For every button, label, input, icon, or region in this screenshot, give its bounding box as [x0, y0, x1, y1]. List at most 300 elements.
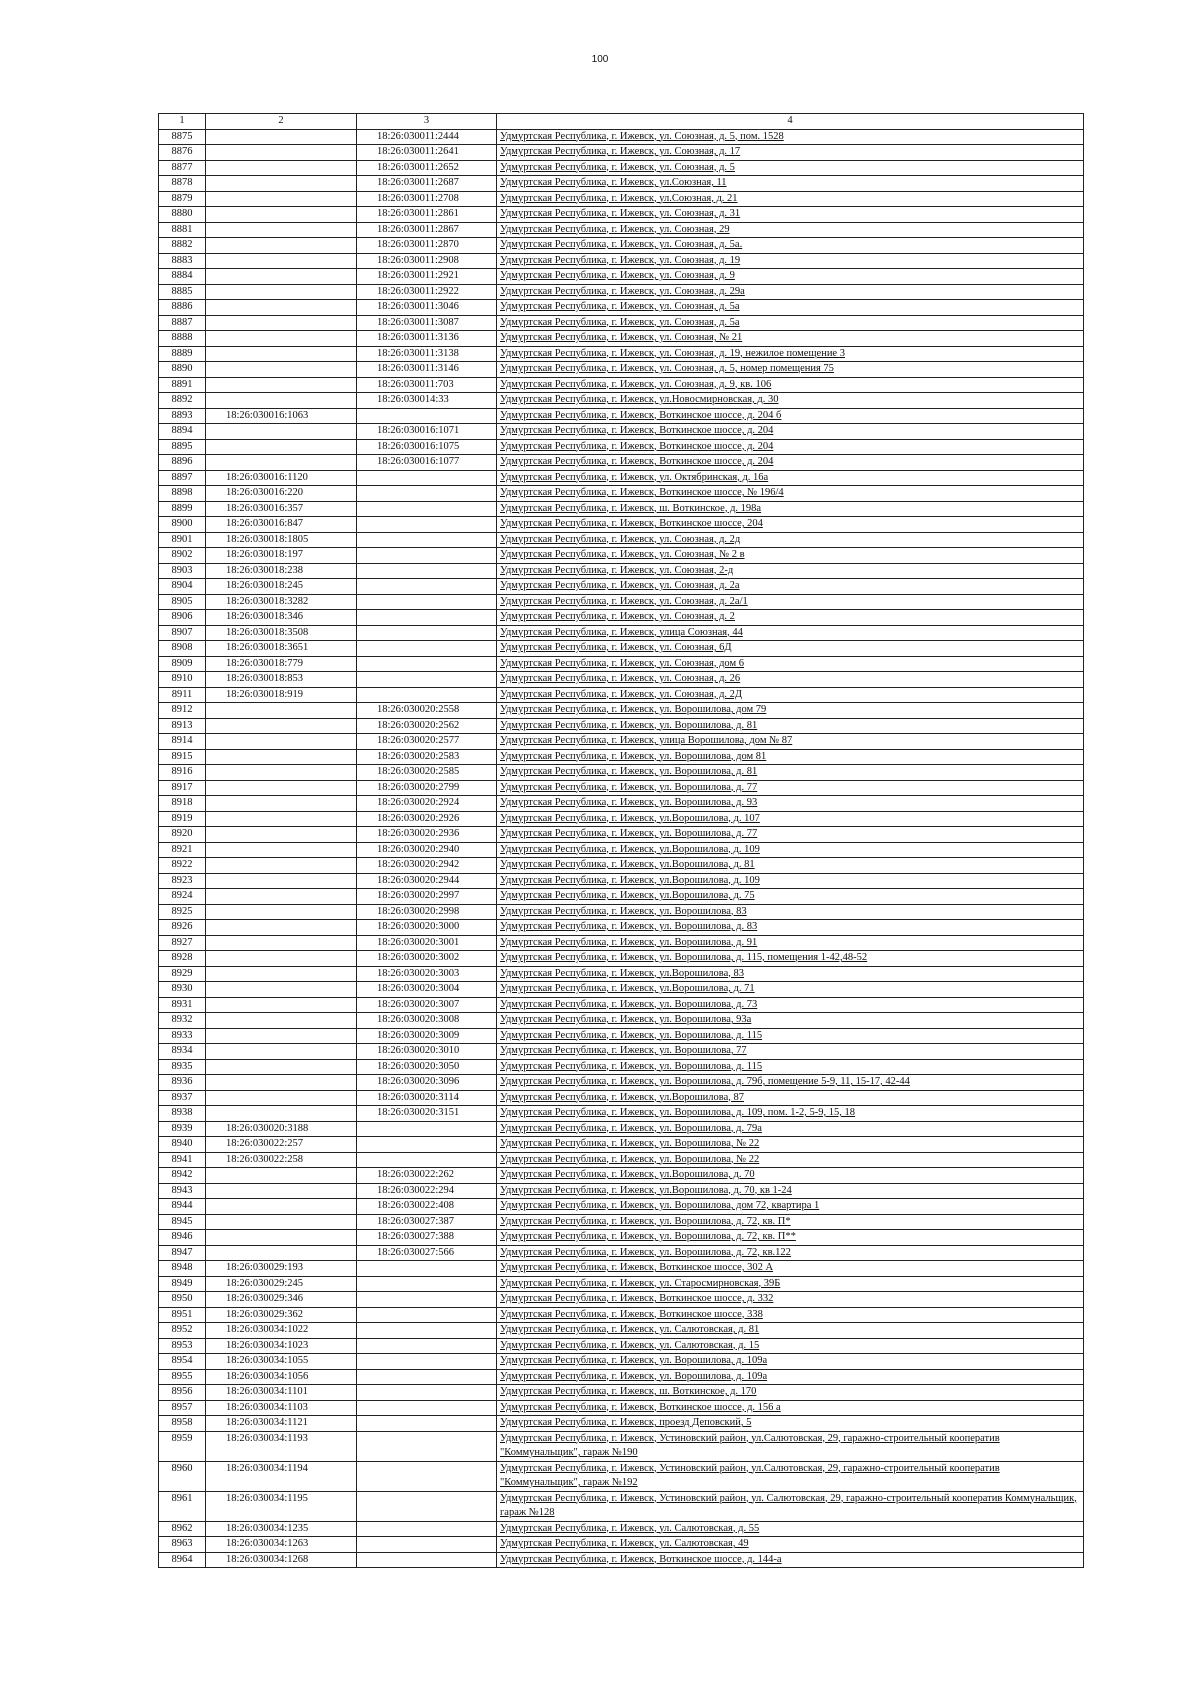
cadastral-parcel-cell: [206, 997, 357, 1013]
cadastral-parcel-cell: [206, 129, 357, 145]
table-row: [159, 176, 1084, 192]
address-cell: Удмуртская Республика, г. Ижевск, ул. Союзная, д. 5, номер помещения 75: [497, 362, 1084, 378]
row-number-cell: 8952: [159, 1323, 206, 1339]
address-cell: Удмуртская Республика, г. Ижевск, ул.Союзная, 11: [497, 176, 1084, 192]
row-number-cell: 8930: [159, 982, 206, 998]
cadastral-object-cell: 18:26:030020:2558: [357, 703, 497, 719]
cadastral-parcel-cell: [206, 1199, 357, 1215]
row-number-cell: 8915: [159, 749, 206, 765]
address-cell: Удмуртская Республика, г. Ижевск, ул.Ворошилова, д. 71: [497, 982, 1084, 998]
address-cell: Удмуртская Республика, г. Ижевск, Воткинское шоссе, 338: [497, 1307, 1084, 1323]
cadastral-object-cell: 18:26:030011:3136: [357, 331, 497, 347]
cadastral-parcel-cell: [206, 439, 357, 455]
cadastral-object-cell: 18:26:030020:2997: [357, 889, 497, 905]
cadastral-object-cell: 18:26:030011:2652: [357, 160, 497, 176]
row-number-cell: 8960: [159, 1461, 206, 1491]
table-row: [159, 1245, 1084, 1261]
table-row: [159, 1152, 1084, 1168]
cadastral-object-cell: [357, 1137, 497, 1153]
row-number-cell: 8932: [159, 1013, 206, 1029]
cadastral-parcel-cell: [206, 796, 357, 812]
address-cell: Удмуртская Республика, г. Ижевск, ул. Салютовская, 49: [497, 1537, 1084, 1553]
column-header-2: 2: [206, 114, 357, 130]
cadastral-parcel-cell: [206, 207, 357, 223]
row-number-cell: 8942: [159, 1168, 206, 1184]
row-number-cell: 8887: [159, 315, 206, 331]
column-header-3: 3: [357, 114, 497, 130]
address-cell: Удмуртская Республика, г. Ижевск, ул. Ворошилова, 83: [497, 904, 1084, 920]
row-number-cell: 8902: [159, 548, 206, 564]
table-row: [159, 1137, 1084, 1153]
row-number-cell: 8912: [159, 703, 206, 719]
row-number-cell: 8964: [159, 1552, 206, 1568]
address-cell: Удмуртская Республика, г. Ижевск, ул. Ворошилова, д. 73: [497, 997, 1084, 1013]
address-cell: Удмуртская Республика, г. Ижевск, ул. Союзная, д. 5а: [497, 315, 1084, 331]
address-cell: Удмуртская Республика, г. Ижевск, ул. Союзная, д. 2а: [497, 579, 1084, 595]
row-number-cell: 8881: [159, 222, 206, 238]
cadastral-parcel-cell: 18:26:030029:362: [206, 1307, 357, 1323]
cadastral-parcel-cell: 18:26:030022:258: [206, 1152, 357, 1168]
row-number-cell: 8875: [159, 129, 206, 145]
address-cell: Удмуртская Республика, г. Ижевск, ул. Союзная, д. 5: [497, 160, 1084, 176]
row-number-cell: 8949: [159, 1276, 206, 1292]
cadastral-object-cell: 18:26:030011:703: [357, 377, 497, 393]
address-cell: Удмуртская Республика, г. Ижевск, ул. Ворошилова, д. 115: [497, 1028, 1084, 1044]
row-number-cell: 8904: [159, 579, 206, 595]
cadastral-parcel-cell: [206, 780, 357, 796]
row-number-cell: 8955: [159, 1369, 206, 1385]
cadastral-object-cell: 18:26:030020:2940: [357, 842, 497, 858]
address-cell: Удмуртская Республика, г. Ижевск, ул. Союзная, д. 5а.: [497, 238, 1084, 254]
row-number-cell: 8920: [159, 827, 206, 843]
cadastral-parcel-cell: 18:26:030018:779: [206, 656, 357, 672]
row-number-cell: 8917: [159, 780, 206, 796]
table-row: [159, 1323, 1084, 1339]
row-number-cell: 8879: [159, 191, 206, 207]
cadastral-parcel-cell: [206, 873, 357, 889]
cadastral-object-cell: 18:26:030020:2936: [357, 827, 497, 843]
address-cell: Удмуртская Республика, г. Ижевск, ул. Союзная, д. 9, кв. 106: [497, 377, 1084, 393]
address-cell: Удмуртская Республика, г. Ижевск, Воткинское шоссе, д. 156 а: [497, 1400, 1084, 1416]
row-number-cell: 8914: [159, 734, 206, 750]
table-row: [159, 889, 1084, 905]
row-number-cell: 8913: [159, 718, 206, 734]
row-number-cell: 8954: [159, 1354, 206, 1370]
row-number-cell: 8927: [159, 935, 206, 951]
cadastral-object-cell: 18:26:030020:3010: [357, 1044, 497, 1060]
cadastral-parcel-cell: 18:26:030034:1056: [206, 1369, 357, 1385]
row-number-cell: 8901: [159, 532, 206, 548]
table-row: [159, 920, 1084, 936]
table-row: [159, 1338, 1084, 1354]
row-number-cell: 8947: [159, 1245, 206, 1261]
address-cell: Удмуртская Республика, г. Ижевск, ул.Ворошилова, 83: [497, 966, 1084, 982]
cadastral-object-cell: [357, 1261, 497, 1277]
cadastral-object-cell: [357, 1121, 497, 1137]
row-number-cell: 8922: [159, 858, 206, 874]
cadastral-object-cell: 18:26:030011:2870: [357, 238, 497, 254]
row-number-cell: 8934: [159, 1044, 206, 1060]
cadastral-object-cell: 18:26:030011:2921: [357, 269, 497, 285]
table-row: [159, 610, 1084, 626]
row-number-cell: 8890: [159, 362, 206, 378]
cadastral-parcel-cell: 18:26:030018:245: [206, 579, 357, 595]
table-row: [159, 1121, 1084, 1137]
row-number-cell: 8962: [159, 1521, 206, 1537]
cadastral-parcel-cell: 18:26:030034:1023: [206, 1338, 357, 1354]
row-number-cell: 8906: [159, 610, 206, 626]
cadastral-object-cell: 18:26:030027:566: [357, 1245, 497, 1261]
cadastral-object-cell: [357, 656, 497, 672]
table-row: [159, 718, 1084, 734]
cadastral-parcel-cell: 18:26:030016:220: [206, 486, 357, 502]
row-number-cell: 8907: [159, 625, 206, 641]
address-cell: Удмуртская Республика, г. Ижевск, ул. Октябринская, д. 16а: [497, 470, 1084, 486]
table-row: [159, 1261, 1084, 1277]
cadastral-object-cell: 18:26:030020:3008: [357, 1013, 497, 1029]
cadastral-parcel-cell: 18:26:030034:1121: [206, 1416, 357, 1432]
table-row: [159, 455, 1084, 471]
address-cell: Удмуртская Республика, г. Ижевск, ул. Союзная, д. 9: [497, 269, 1084, 285]
cadastral-parcel-cell: [206, 920, 357, 936]
cadastral-object-cell: 18:26:030011:2641: [357, 145, 497, 161]
row-number-cell: 8953: [159, 1338, 206, 1354]
cadastral-parcel-cell: [206, 1059, 357, 1075]
row-number-cell: 8943: [159, 1183, 206, 1199]
address-cell: Удмуртская Республика, г. Ижевск, Воткинское шоссе, д. 332: [497, 1292, 1084, 1308]
cadastral-object-cell: 18:26:030022:294: [357, 1183, 497, 1199]
address-cell: Удмуртская Республика, г. Ижевск, ул. Союзная, д. 19, нежилое помещение 3: [497, 346, 1084, 362]
table-row: [159, 951, 1084, 967]
address-cell: Удмуртская Республика, г. Ижевск, ул. Ворошилова, д. 115, помещения 1-42,48-52: [497, 951, 1084, 967]
cadastral-parcel-cell: [206, 145, 357, 161]
table-row: [159, 486, 1084, 502]
cadastral-object-cell: 18:26:030020:3050: [357, 1059, 497, 1075]
cadastral-parcel-cell: 18:26:030018:3282: [206, 594, 357, 610]
cadastral-parcel-cell: [206, 160, 357, 176]
table-row: [159, 858, 1084, 874]
table-row: [159, 563, 1084, 579]
table-row: [159, 935, 1084, 951]
cadastral-object-cell: [357, 1400, 497, 1416]
cadastral-object-cell: 18:26:030020:2562: [357, 718, 497, 734]
address-cell: Удмуртская Республика, г. Ижевск, ул.Ворошилова, д. 70, кв 1-24: [497, 1183, 1084, 1199]
cadastral-object-cell: [357, 1461, 497, 1491]
address-cell: Удмуртская Республика, г. Ижевск, ул. Ворошилова, д. 79а: [497, 1121, 1084, 1137]
address-cell: Удмуртская Республика, г. Ижевск, Устиновский район, ул.Салютовская, 29, гаражно-строительный кооператив "Коммунальщик", гараж №190: [497, 1431, 1084, 1461]
address-cell: Удмуртская Республика, г. Ижевск, Воткинское шоссе, № 196/4: [497, 486, 1084, 502]
address-cell: Удмуртская Республика, г. Ижевск, Устиновский район, ул. Салютовская, 29, гаражно-строительный кооператив Коммунальщик, гараж №128: [497, 1491, 1084, 1521]
row-number-cell: 8905: [159, 594, 206, 610]
table-row: [159, 656, 1084, 672]
column-header-1: 1: [159, 114, 206, 130]
row-number-cell: 8928: [159, 951, 206, 967]
cadastral-object-cell: [357, 548, 497, 564]
cadastral-parcel-cell: [206, 269, 357, 285]
cadastral-object-cell: [357, 486, 497, 502]
cadastral-object-cell: 18:26:030022:408: [357, 1199, 497, 1215]
row-number-cell: 8900: [159, 517, 206, 533]
cadastral-parcel-cell: [206, 1245, 357, 1261]
table-row: [159, 408, 1084, 424]
cadastral-object-cell: 18:26:030011:2867: [357, 222, 497, 238]
table-row: [159, 517, 1084, 533]
table-row: [159, 439, 1084, 455]
row-number-cell: 8959: [159, 1431, 206, 1461]
cadastral-parcel-cell: [206, 253, 357, 269]
address-cell: Удмуртская Республика, г. Ижевск, ул. Союзная, д. 2а/1: [497, 594, 1084, 610]
table-row: [159, 393, 1084, 409]
address-cell: Удмуртская Республика, г. Ижевск, ул. Салютовская, д. 55: [497, 1521, 1084, 1537]
address-cell: Удмуртская Республика, г. Ижевск, ул. Ворошилова, 77: [497, 1044, 1084, 1060]
cadastral-parcel-cell: [206, 331, 357, 347]
cadastral-object-cell: [357, 501, 497, 517]
table-row: [159, 811, 1084, 827]
cadastral-parcel-cell: [206, 703, 357, 719]
address-cell: Удмуртская Республика, г. Ижевск, ул. Союзная, д. 2: [497, 610, 1084, 626]
cadastral-object-cell: 18:26:030020:2998: [357, 904, 497, 920]
row-number-cell: 8933: [159, 1028, 206, 1044]
table-row: [159, 129, 1084, 145]
table-row: [159, 424, 1084, 440]
address-cell: Удмуртская Республика, г. Ижевск, ш. Воткинское, д. 198а: [497, 501, 1084, 517]
cadastral-parcel-cell: [206, 935, 357, 951]
cadastral-parcel-cell: [206, 455, 357, 471]
cadastral-object-cell: [357, 1369, 497, 1385]
table-row: [159, 641, 1084, 657]
row-number-cell: 8894: [159, 424, 206, 440]
cadastral-object-cell: 18:26:030027:387: [357, 1214, 497, 1230]
row-number-cell: 8936: [159, 1075, 206, 1091]
address-cell: Удмуртская Республика, г. Ижевск, ш. Воткинское, д. 170: [497, 1385, 1084, 1401]
address-cell: Удмуртская Республика, г. Ижевск, ул. Салютовская, д. 81: [497, 1323, 1084, 1339]
cadastral-parcel-cell: 18:26:030020:3188: [206, 1121, 357, 1137]
row-number-cell: 8898: [159, 486, 206, 502]
cadastral-object-cell: [357, 625, 497, 641]
row-number-cell: 8889: [159, 346, 206, 362]
cadastral-object-cell: 18:26:030011:2687: [357, 176, 497, 192]
cadastral-object-cell: [357, 517, 497, 533]
cadastral-parcel-cell: [206, 191, 357, 207]
row-number-cell: 8877: [159, 160, 206, 176]
cadastral-parcel-cell: [206, 734, 357, 750]
row-number-cell: 8931: [159, 997, 206, 1013]
row-number-cell: 8921: [159, 842, 206, 858]
cadastral-object-cell: 18:26:030020:3000: [357, 920, 497, 936]
table-row: [159, 1491, 1084, 1521]
cadastral-parcel-cell: [206, 842, 357, 858]
address-cell: Удмуртская Республика, г. Ижевск, ул. Ворошилова, д. 91: [497, 935, 1084, 951]
table-row: [159, 703, 1084, 719]
cadastral-object-cell: 18:26:030014:33: [357, 393, 497, 409]
cadastral-parcel-cell: 18:26:030016:1063: [206, 408, 357, 424]
address-cell: Удмуртская Республика, г. Ижевск, ул. Союзная, д. 2Д: [497, 687, 1084, 703]
cadastral-parcel-cell: 18:26:030034:1194: [206, 1461, 357, 1491]
cadastral-object-cell: 18:26:030020:2942: [357, 858, 497, 874]
table-row: [159, 1537, 1084, 1553]
address-cell: Удмуртская Республика, г. Ижевск, ул. Ворошилова, д. 77: [497, 780, 1084, 796]
cadastral-parcel-cell: [206, 765, 357, 781]
row-number-cell: 8924: [159, 889, 206, 905]
table-row: [159, 842, 1084, 858]
row-number-cell: 8891: [159, 377, 206, 393]
cadastral-object-cell: 18:26:030020:3004: [357, 982, 497, 998]
address-cell: Удмуртская Республика, г. Ижевск, ул. Ворошилова, д. 77: [497, 827, 1084, 843]
cadastral-parcel-cell: 18:26:030029:193: [206, 1261, 357, 1277]
cadastral-object-cell: 18:26:030020:2583: [357, 749, 497, 765]
address-cell: Удмуртская Республика, г. Ижевск, улица Ворошилова, дом № 87: [497, 734, 1084, 750]
cadastral-object-cell: [357, 610, 497, 626]
table-row: [159, 1276, 1084, 1292]
table-row: [159, 873, 1084, 889]
address-cell: Удмуртская Республика, г. Ижевск, ул. Ворошилова, 93а: [497, 1013, 1084, 1029]
row-number-cell: 8888: [159, 331, 206, 347]
cadastral-parcel-cell: 18:26:030018:1805: [206, 532, 357, 548]
cadastral-object-cell: 18:26:030011:2922: [357, 284, 497, 300]
column-header-4: 4: [497, 114, 1084, 130]
address-cell: Удмуртская Республика, г. Ижевск, ул. Ворошилова, д. 93: [497, 796, 1084, 812]
row-number-cell: 8919: [159, 811, 206, 827]
cadastral-parcel-cell: [206, 904, 357, 920]
cadastral-parcel-cell: 18:26:030018:346: [206, 610, 357, 626]
page-number: 100: [591, 54, 609, 65]
cadastral-parcel-cell: [206, 238, 357, 254]
cadastral-object-cell: 18:26:030022:262: [357, 1168, 497, 1184]
cadastral-object-cell: 18:26:030011:3046: [357, 300, 497, 316]
row-number-cell: 8940: [159, 1137, 206, 1153]
address-cell: Удмуртская Республика, г. Ижевск, ул. Союзная, д. 5, пом. 1528: [497, 129, 1084, 145]
table-row: [159, 672, 1084, 688]
row-number-cell: 8911: [159, 687, 206, 703]
row-number-cell: 8880: [159, 207, 206, 223]
cadastral-parcel-cell: 18:26:030018:238: [206, 563, 357, 579]
cadastral-parcel-cell: [206, 424, 357, 440]
cadastral-parcel-cell: [206, 393, 357, 409]
table-row: [159, 331, 1084, 347]
address-cell: Удмуртская Республика, г. Ижевск, ул. Союзная, д. 5а: [497, 300, 1084, 316]
cadastral-object-cell: [357, 672, 497, 688]
cadastral-parcel-cell: 18:26:030029:346: [206, 1292, 357, 1308]
table-row: [159, 749, 1084, 765]
row-number-cell: 8899: [159, 501, 206, 517]
row-number-cell: 8895: [159, 439, 206, 455]
address-cell: Удмуртская Республика, г. Ижевск, ул.Ворошилова, д. 109: [497, 842, 1084, 858]
cadastral-object-cell: [357, 1552, 497, 1568]
row-number-cell: 8946: [159, 1230, 206, 1246]
table-row: [159, 1307, 1084, 1323]
row-number-cell: 8893: [159, 408, 206, 424]
address-cell: Удмуртская Республика, г. Ижевск, ул. Старосмирновская, 39Б: [497, 1276, 1084, 1292]
row-number-cell: 8903: [159, 563, 206, 579]
cadastral-parcel-cell: 18:26:030034:1193: [206, 1431, 357, 1461]
cadastral-parcel-cell: 18:26:030018:853: [206, 672, 357, 688]
table-row: [159, 796, 1084, 812]
cadastral-parcel-cell: 18:26:030022:257: [206, 1137, 357, 1153]
row-number-cell: 8948: [159, 1261, 206, 1277]
cadastral-parcel-cell: [206, 982, 357, 998]
table-row: [159, 1521, 1084, 1537]
table-row: [159, 160, 1084, 176]
cadastral-object-cell: [357, 1323, 497, 1339]
table-row: [159, 284, 1084, 300]
cadastral-parcel-cell: 18:26:030034:1101: [206, 1385, 357, 1401]
cadastral-object-cell: 18:26:030020:3003: [357, 966, 497, 982]
row-number-cell: 8892: [159, 393, 206, 409]
cadastral-parcel-cell: [206, 827, 357, 843]
cadastral-object-cell: 18:26:030020:2924: [357, 796, 497, 812]
table-row: [159, 1431, 1084, 1461]
table-row: [159, 966, 1084, 982]
cadastral-parcel-cell: [206, 1090, 357, 1106]
address-cell: Удмуртская Республика, г. Ижевск, ул.Ворошилова, д. 107: [497, 811, 1084, 827]
row-number-cell: 8925: [159, 904, 206, 920]
cadastral-object-cell: 18:26:030011:2861: [357, 207, 497, 223]
cadastral-parcel-cell: 18:26:030034:1022: [206, 1323, 357, 1339]
row-number-cell: 8882: [159, 238, 206, 254]
row-number-cell: 8951: [159, 1307, 206, 1323]
row-number-cell: 8938: [159, 1106, 206, 1122]
address-cell: Удмуртская Республика, г. Ижевск, ул. Ворошилова, д. 72, кв. П*: [497, 1214, 1084, 1230]
table-row: [159, 1168, 1084, 1184]
table-row: [159, 1354, 1084, 1370]
cadastral-object-cell: [357, 563, 497, 579]
cadastral-object-cell: [357, 1521, 497, 1537]
cadastral-parcel-cell: [206, 1168, 357, 1184]
row-number-cell: 8886: [159, 300, 206, 316]
cadastral-parcel-cell: 18:26:030018:197: [206, 548, 357, 564]
table-row: [159, 1552, 1084, 1568]
cadastral-object-cell: [357, 1385, 497, 1401]
row-number-cell: 8909: [159, 656, 206, 672]
table-row: [159, 1199, 1084, 1215]
address-cell: Удмуртская Республика, г. Ижевск, ул. Салютовская, д. 15: [497, 1338, 1084, 1354]
cadastral-object-cell: [357, 408, 497, 424]
cadastral-object-cell: 18:26:030011:3138: [357, 346, 497, 362]
cadastral-parcel-cell: [206, 362, 357, 378]
row-number-cell: 8961: [159, 1491, 206, 1521]
cadastral-parcel-cell: 18:26:030016:357: [206, 501, 357, 517]
row-number-cell: 8918: [159, 796, 206, 812]
cadastral-parcel-cell: 18:26:030034:1235: [206, 1521, 357, 1537]
table-row: [159, 300, 1084, 316]
cadastral-parcel-cell: 18:26:030034:1263: [206, 1537, 357, 1553]
table-row: [159, 191, 1084, 207]
address-cell: Удмуртская Республика, г. Ижевск, проезд Деповский, 5: [497, 1416, 1084, 1432]
row-number-cell: 8885: [159, 284, 206, 300]
cadastral-object-cell: [357, 1537, 497, 1553]
address-cell: Удмуртская Республика, г. Ижевск, Воткинское шоссе, д. 144-а: [497, 1552, 1084, 1568]
row-number-cell: 8910: [159, 672, 206, 688]
cadastral-object-cell: [357, 1491, 497, 1521]
table-row: [159, 1214, 1084, 1230]
address-cell: Удмуртская Республика, г. Ижевск, ул. Союзная, № 2 в: [497, 548, 1084, 564]
address-cell: Удмуртская Республика, г. Ижевск, Воткинское шоссе, 302 А: [497, 1261, 1084, 1277]
cadastral-object-cell: 18:26:030011:3087: [357, 315, 497, 331]
address-cell: Удмуртская Республика, г. Ижевск, ул. Ворошилова, № 22: [497, 1152, 1084, 1168]
table-row: [159, 982, 1084, 998]
table-row: [159, 1075, 1084, 1091]
cadastral-object-cell: [357, 1152, 497, 1168]
address-cell: Удмуртская Республика, г. Ижевск, ул. Ворошилова, д. 115: [497, 1059, 1084, 1075]
cadastral-parcel-cell: 18:26:030018:3508: [206, 625, 357, 641]
address-cell: Удмуртская Республика, г. Ижевск, Воткинское шоссе, д. 204: [497, 439, 1084, 455]
address-cell: Удмуртская Республика, г. Ижевск, ул. Союзная, дом 6: [497, 656, 1084, 672]
cadastral-object-cell: [357, 1354, 497, 1370]
cadastral-object-cell: 18:26:030020:3151: [357, 1106, 497, 1122]
table-row: [159, 377, 1084, 393]
table-row: [159, 1013, 1084, 1029]
cadastral-object-cell: [357, 687, 497, 703]
